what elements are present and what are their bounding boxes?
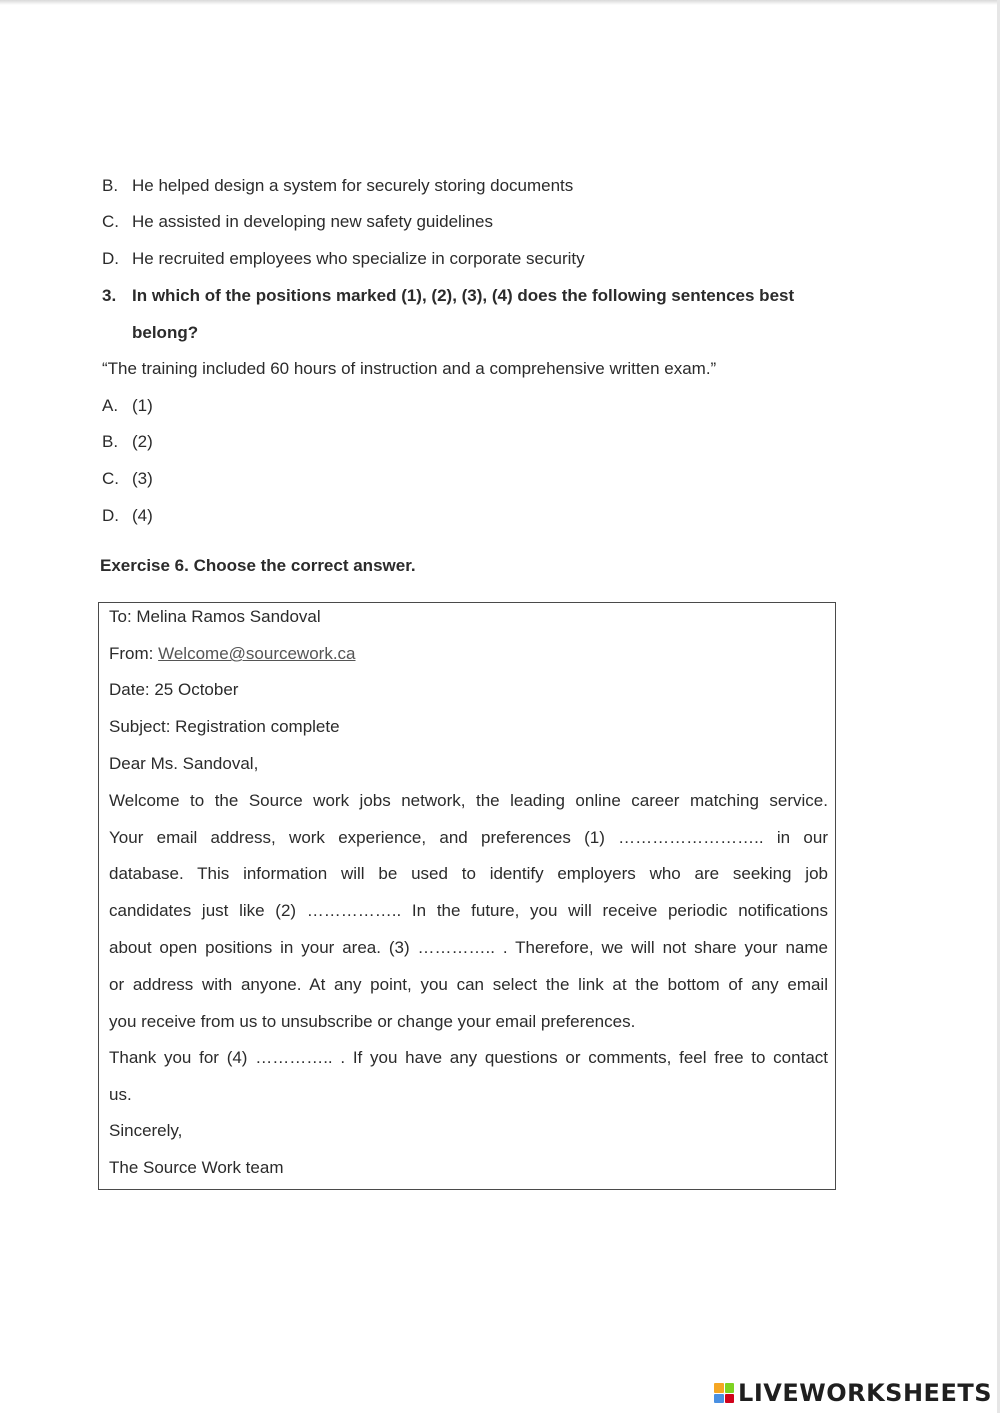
email-from — [109, 643, 356, 665]
q3-option-b[interactable] — [102, 431, 153, 453]
option-letter: C. — [102, 469, 119, 488]
option-text: He helped design a system for securely storing documents — [132, 176, 574, 195]
email-body-line-6: or address with anyone. At any point, you can select the link at the bottom of any email — [109, 975, 828, 994]
option-letter: B. — [102, 176, 119, 195]
q3-option-c[interactable] — [102, 468, 153, 490]
email-body-line-5[interactable]: about open positions in your area. (3) ………….. . Therefore, we will not share your name — [109, 938, 828, 957]
q3-option-d[interactable] — [102, 505, 153, 527]
option-text: He assisted in developing new safety guidelines — [132, 212, 494, 231]
email-box — [98, 602, 836, 1190]
exercise-heading: Exercise 6. Choose the correct answer. — [100, 556, 416, 575]
option-d — [102, 248, 585, 270]
email-body-line-3: database. This information will be used to identify employers who are seeking job — [109, 864, 828, 883]
option-letter: C. — [102, 212, 119, 231]
question-quote: “The training included 60 hours of instruction and a comprehensive written exam.” — [102, 359, 717, 378]
option-c — [102, 211, 493, 233]
question-3-line-1 — [102, 285, 794, 307]
option-text: (1) — [132, 396, 153, 415]
option-text: (2) — [132, 432, 153, 451]
email-thanks-last: us. — [109, 1085, 132, 1104]
email-from-link[interactable]: Welcome@sourcework.ca — [158, 644, 356, 663]
email-body-line-1: Welcome to the Source work jobs network, the leading online career matching service. — [109, 791, 828, 810]
option-text: (3) — [132, 469, 153, 488]
email-to: To: Melina Ramos Sandoval — [109, 607, 321, 626]
question-number: 3. — [102, 286, 117, 305]
email-date: Date: 25 October — [109, 680, 239, 699]
email-subject: Subject: Registration complete — [109, 717, 340, 736]
email-signature: The Source Work team — [109, 1158, 284, 1177]
liveworksheets-mark-icon — [714, 1383, 734, 1403]
email-from-label: From: — [109, 644, 159, 663]
question-text: In which of the positions marked (1), (2), (3), (4) does the following sentences best — [132, 286, 795, 305]
scan-edge — [0, 0, 1000, 5]
email-closing: Sincerely, — [109, 1121, 183, 1140]
email-body-line-7: you receive from us to unsubscribe or change your email preferences. — [109, 1012, 636, 1031]
liveworksheets-text: LIVEWORKSHEETS — [738, 1379, 992, 1407]
email-body-line-4[interactable]: candidates just like (2) …………….. In the future, you will receive periodic notifications — [109, 901, 828, 920]
option-letter: B. — [102, 432, 119, 451]
q3-option-a[interactable] — [102, 395, 153, 417]
option-text: He recruited employees who specialize in corporate security — [132, 249, 585, 268]
option-text: (4) — [132, 506, 153, 525]
email-body-line-2[interactable]: Your email address, work experience, and preferences (1) …………………….. in our — [109, 828, 828, 847]
question-3-line-2: belong? — [132, 323, 199, 342]
option-letter: D. — [102, 249, 119, 268]
option-letter: D. — [102, 506, 119, 525]
option-letter: A. — [102, 396, 119, 415]
email-thanks-line[interactable]: Thank you for (4) ………….. . If you have any questions or comments, feel free to contact — [109, 1048, 828, 1067]
liveworksheets-logo — [714, 1379, 992, 1407]
email-greeting: Dear Ms. Sandoval, — [109, 754, 259, 773]
option-b — [102, 175, 573, 197]
